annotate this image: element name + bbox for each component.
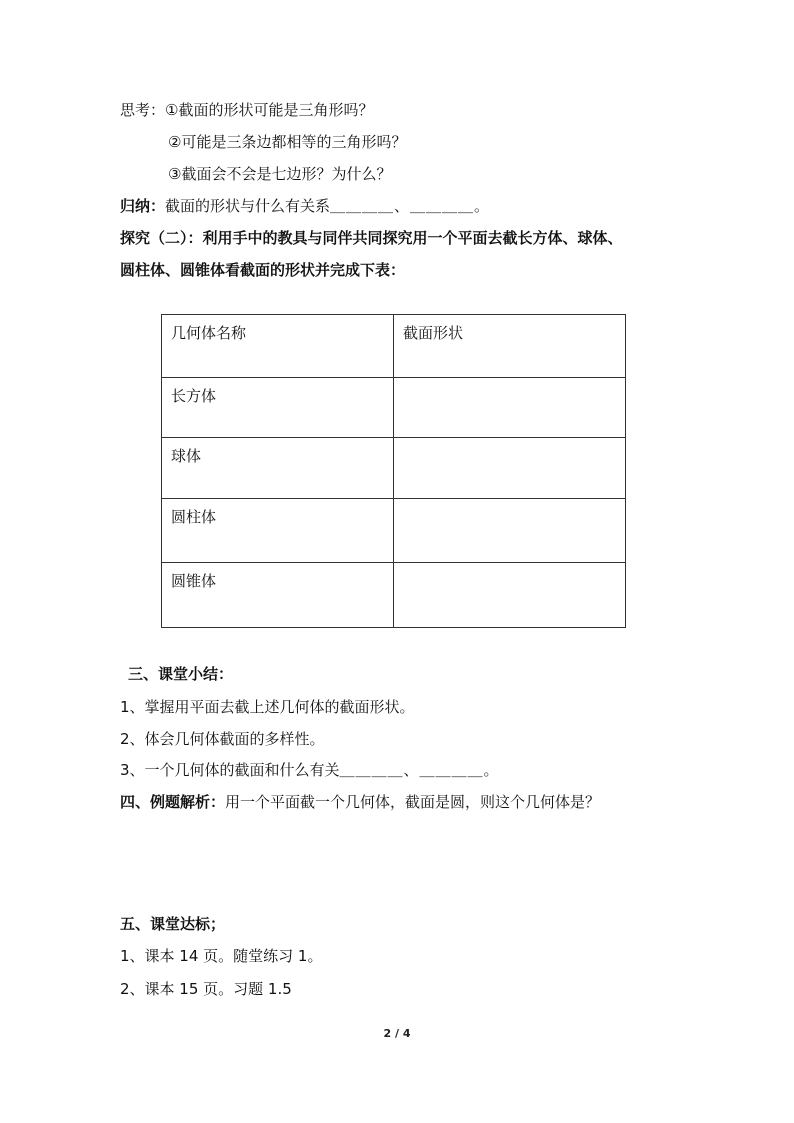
think-q1-line xyxy=(120,100,373,120)
summary-label: 归纳： xyxy=(120,197,166,215)
explore-heading-line-2: 圆柱体、圆锥体看截面的形状并完成下表： xyxy=(120,261,406,279)
table-header-row xyxy=(162,315,626,378)
table-row xyxy=(162,563,626,628)
cross-section-table xyxy=(161,314,626,628)
table-header-cell: 几何体名称 xyxy=(162,315,394,378)
table-cell-solid: 圆柱体 xyxy=(162,499,394,563)
table-cell-solid: 圆锥体 xyxy=(162,563,394,628)
explore-heading-line-1: 探究（二）：利用手中的教具与同伴共同探究用一个平面去截长方体、球体、 xyxy=(120,229,623,247)
section-4-text: 用一个平面截一个几何体，截面是圆，则这个几何体是？ xyxy=(225,793,601,811)
section-3-item-3-blanks: ＿＿＿＿、＿＿＿＿。 xyxy=(339,761,500,779)
section-3-item-2: 2、体会几何体截面的多样性。 xyxy=(120,730,325,748)
table-row xyxy=(162,378,626,438)
think-label: 思考： xyxy=(120,101,166,119)
table-header-cell: 截面形状 xyxy=(394,315,626,378)
think-question-3: ③截面会不会是七边形？为什么？ xyxy=(168,165,392,183)
summary-text: 截面的形状与什么有关系 xyxy=(165,197,331,215)
table-cell-shape[interactable] xyxy=(394,438,626,499)
table-cell-solid: 球体 xyxy=(162,438,394,499)
section-5-item-2: 2、课本 15 页。习题 1.5 xyxy=(120,980,292,998)
table-row xyxy=(162,438,626,499)
summary-blanks: ＿＿＿＿、＿＿＿＿。 xyxy=(330,197,491,215)
section-5-item-1: 1、课本 14 页。随堂练习 1。 xyxy=(120,947,323,965)
think-question-2: ②可能是三条边都相等的三角形吗？ xyxy=(168,133,407,151)
section-3-item-1: 1、掌握用平面去截上述几何体的截面形状。 xyxy=(120,698,415,716)
table-row xyxy=(162,499,626,563)
section-3-title: 三、课堂小结： xyxy=(128,665,234,683)
think-question-1: ①截面的形状可能是三角形吗？ xyxy=(165,101,374,119)
summary-line xyxy=(120,196,490,216)
table-cell-shape[interactable] xyxy=(394,563,626,628)
section-4-line xyxy=(120,792,600,812)
section-5-title: 五、课堂达标； xyxy=(120,915,226,933)
page-number: 2 / 4 xyxy=(383,1027,411,1040)
table-cell-shape[interactable] xyxy=(394,499,626,563)
section-3-item-3: 3、一个几何体的截面和什么有关 xyxy=(120,761,340,779)
section-4-title: 四、例题解析： xyxy=(120,793,226,811)
table-cell-solid: 长方体 xyxy=(162,378,394,438)
section-3-item-3-line xyxy=(120,760,500,780)
table-cell-shape[interactable] xyxy=(394,378,626,438)
